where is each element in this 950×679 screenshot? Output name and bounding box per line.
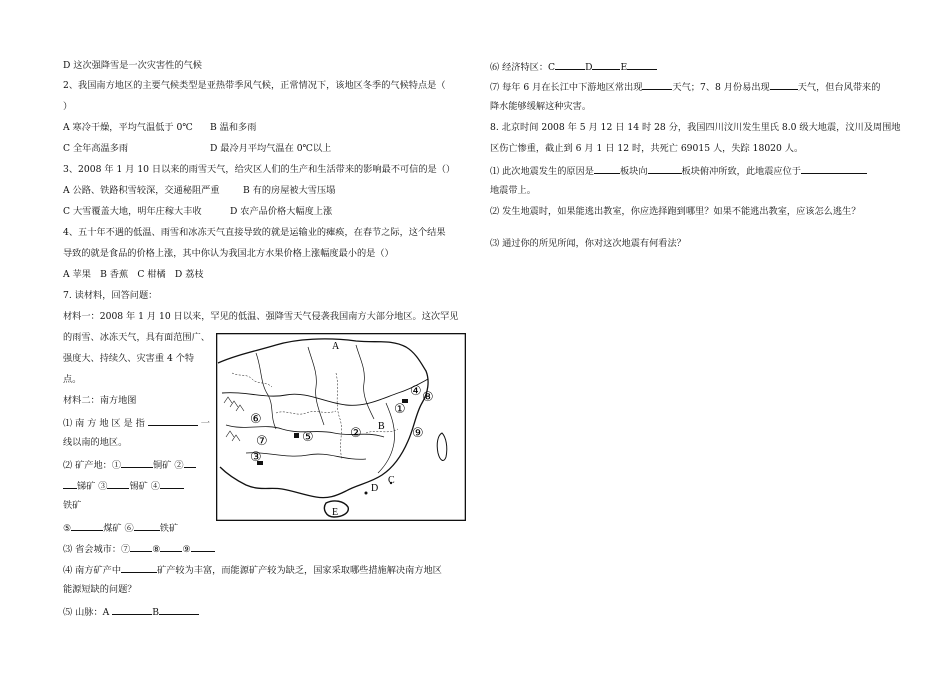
option-a: A 公路、铁路积雪较深，交通秘阻严重: [63, 185, 220, 196]
answer-blank[interactable]: [801, 164, 867, 174]
map-label-c: C: [388, 475, 395, 486]
map-label-b: B: [378, 421, 385, 432]
sub-question-4: ⑷ 南方矿产中 矿产较为丰富，而能源矿产较为缺乏，国家采取哪些措施解决南方地区: [63, 565, 442, 576]
answer-blank[interactable]: [555, 60, 585, 70]
option-b: B 温和多雨: [210, 122, 257, 133]
sub-question-5: ⑸ 山脉：A B: [63, 605, 199, 619]
text-line: 地震带上。: [490, 185, 536, 196]
map-num-6: ⑥: [250, 412, 262, 427]
sub-question-3: ⑶ 省会城市：⑦ ⑧ ⑨: [63, 542, 215, 556]
text-line: 强度大、持续久、灾害重 4 个特: [63, 353, 195, 364]
map-num-8: ⑧: [422, 390, 434, 405]
map-num-4: ④: [410, 384, 422, 399]
option-b: B 有的房屋被大雪压塌: [243, 185, 336, 196]
material-1: 材料一：2008 年 1 月 10 日以来，罕见的低温、强降雪天气侵袭我国南方大部分地区。这次罕见: [63, 311, 459, 322]
answer-blank[interactable]: [159, 605, 199, 615]
text-line: ⑤ 煤矿 ⑥ 铁矿: [63, 523, 179, 534]
map-num-1: ①: [394, 402, 406, 417]
sub-question-8-3: ⑶ 通过你的所见所闻，你对这次地震有何看法？: [490, 238, 686, 249]
text-line: 导致的就是食品的价格上涨，其中你认为我国北方水果价格上涨幅度最小的是（）: [63, 248, 394, 259]
question-7: 7. 读材料，回答问题：: [63, 290, 158, 301]
sub-question-2: ⑵ 矿产地：① 铜矿 ②: [63, 458, 196, 472]
map-num-3: ③: [250, 450, 262, 465]
answer-blank[interactable]: [107, 479, 129, 489]
question-2: 2、我国南方地区的主要气候类型是亚热带季风气候，正常情况下，该地区冬季的气候特点是（: [63, 80, 446, 91]
map-label-e: E: [332, 507, 339, 518]
sub-question-8-1: ⑴ 此次地震发生的原因是 板块向 板块俯冲所致，此地震应位于: [490, 164, 867, 178]
answer-blank[interactable]: [594, 164, 620, 174]
answer-blank[interactable]: [71, 521, 103, 531]
answer-blank[interactable]: [160, 479, 184, 489]
answer-blank[interactable]: [770, 80, 798, 90]
text-line: 能源短缺的问题？: [63, 584, 137, 595]
text-line: 线以南的地区。: [63, 437, 128, 448]
sub-question-8-2: ⑵ 发生地震时，如果能逃出教室，你应选择跑到哪里？如果不能逃出教室，应该怎么逃生？: [490, 206, 861, 217]
map-num-2: ②: [350, 426, 362, 441]
text-line: 点。: [63, 374, 82, 385]
question-3: 3、2008 年 1 月 10 日以来的雨雪天气，给灾区人们的生产和生活带来的影响最不可信的是（）: [63, 164, 456, 175]
answer-blank[interactable]: [121, 458, 153, 468]
map-num-9: ⑨: [412, 426, 424, 441]
text-line: 锑矿 ③ 锡矿 ④: [63, 479, 184, 493]
question-8: 8. 北京时间 2008 年 5 月 12 日 14 时 28 分，我国四川汶川发生里氏 8.0 级大地震，汶川及周围地: [490, 122, 901, 133]
answer-blank[interactable]: [63, 479, 77, 489]
map-graphic: [216, 333, 466, 521]
option-c: C 大雪覆盖大地，明年庄稼大丰收: [63, 206, 202, 217]
map-label-d: D: [371, 483, 379, 494]
south-china-map: [216, 333, 466, 521]
answer-blank[interactable]: [148, 416, 198, 426]
text-line: ）: [63, 101, 73, 112]
answer-blank[interactable]: [112, 605, 152, 615]
text-line: D 这次强降雪是一次灾害性的气候: [63, 60, 202, 71]
answer-blank[interactable]: [184, 458, 196, 468]
answer-blank[interactable]: [648, 164, 682, 174]
text-line: 铁矿: [63, 500, 82, 511]
text-line: 的雨雪、冰冻天气，具有面范围广、: [63, 332, 210, 343]
option-d: D 最冷月平均气温在 0℃以上: [210, 143, 332, 154]
answer-blank[interactable]: [160, 542, 182, 552]
text-line: 区伤亡惨重，截止到 6 月 1 日 12 时，共死亡 69015 人，失踪 18020 人。: [490, 143, 804, 154]
question-4: 4、五十年不遇的低温、雨雪和冰冻天气直接导致的就是运输业的瘫痪，在春节之际，这个结果: [63, 227, 446, 238]
sub-question-7: ⑺ 每年 6 月在长江中下游地区常出现 天气；7、8 月份易出现 天气，但台风带来的: [490, 82, 881, 93]
sub-question-6: ⑹ 经济特区：C D E: [490, 60, 657, 74]
answer-blank[interactable]: [191, 542, 215, 552]
option-c: C 全年高温多雨: [63, 143, 129, 154]
options: A 苹果 B 香蕉 C 柑橘 D 荔枝: [63, 269, 204, 280]
answer-blank[interactable]: [642, 80, 672, 90]
map-num-5: ⑤: [302, 430, 314, 445]
answer-blank[interactable]: [592, 60, 620, 70]
answer-blank[interactable]: [627, 60, 657, 70]
option-a: A 寒冷干燥，平均气温低于 0℃: [63, 122, 193, 133]
answer-blank[interactable]: [130, 542, 152, 552]
option-d: D 农产品价格大幅度上涨: [230, 206, 333, 217]
material-2: 材料二：南方地图: [63, 395, 137, 406]
answer-blank[interactable]: [134, 521, 160, 531]
text-line: 降水能够缓解这种灾害。: [490, 101, 592, 112]
answer-blank[interactable]: [121, 563, 157, 573]
map-num-7: ⑦: [256, 434, 268, 449]
map-label-a: A: [332, 341, 340, 352]
sub-question-1: ⑴ 南 方 地 区 是 指 一: [63, 418, 210, 429]
